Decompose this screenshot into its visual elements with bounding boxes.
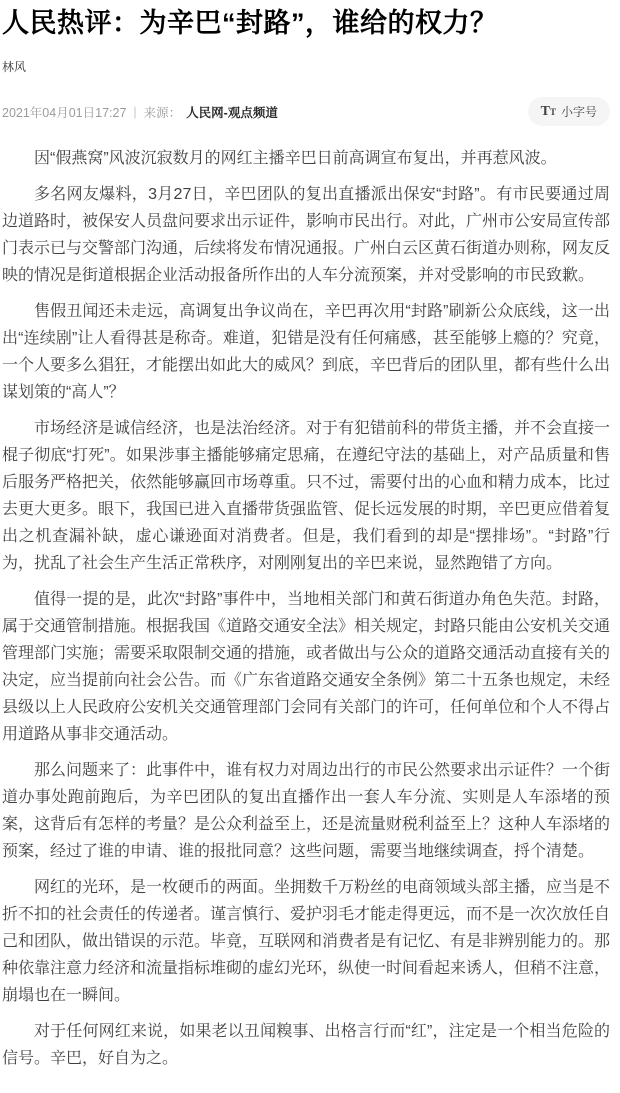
- font-size-icon: T T: [540, 103, 556, 119]
- meta-separator: |: [133, 104, 137, 119]
- source-link[interactable]: 人民网-观点频道: [186, 105, 278, 120]
- paragraph-6: 那么问题来了：此事件中，谁有权力对周边出行的市民公然要求出示证件？一个街道办事处跑前跑后，为辛巴团队的复出直播作出一套人车分流、实则是人车添堵的预案，这背后有怎样的考量？是公众利益至上，还是流量财税利益至上？这种人车添堵的预案，经过了谁的申请、谁的报批同意？这些问题，需要当地继续调查，捋个清楚。: [2, 762, 611, 861]
- paragraph-8: 对于任何网红来说，如果老以丑闻糗事、出格言行而“红”，注定是一个相当危险的信号。辛巴，好自为之。: [2, 1023, 610, 1068]
- paragraph-3: 售假丑闻还未走远，高调复出争议尚在，辛巴再次用“封路”刷新公众底线，这一出出“连续剧”让人看得甚是称奇。难道，犯错是没有任何痛感，甚至能够上瘾的？究竟，一个人要多么猖狂，才能摆出如此大的威风？到底，辛巴背后的团队里，都有些什么出谋划策的“高人”？: [2, 303, 611, 402]
- paragraph-5: 值得一提的是，此次“封路”事件中，当地相关部门和黄石街道办角色失范。封路，属于交通管制措施。根据我国《道路交通安全法》相关规定，封路只能由公安机关交通管理部门实施；需要采取限制交通的措施，或者做出与公众的道路交通活动直接有关的决定，应当提前向社会公告。而《广东省道路交通安全条例》第二十五条也规定，未经县级以上人民政府公安机关交通管理部门会同有关部门的许可，任何单位和个人不得占用道路从事非交通活动。: [2, 591, 611, 744]
- source-label: 来源：: [143, 105, 182, 120]
- font-size-label: 小字号: [560, 105, 597, 120]
- author-name: 林风: [2, 60, 27, 75]
- paragraph-1: 因“假燕窝”风波沉寂数月的网红主播辛巴日前高调宣布复出，并再惹风波。: [34, 150, 557, 168]
- paragraph-4: 市场经济是诚信经济，也是法治经济。对于有犯错前科的带货主播，并不会直接一棍子彻底“打死”。如果涉事主播能够痛定思痛，在遵纪守法的基础上，对产品质量和售后服务严格把关，依然能够赢回市场尊重。只不过，需要付出的心血和精力成本，比过去更大更多。眼下，我国已进入直播带货强监管、促长远发展的时期，辛巴更应借着复出之机查漏补缺，虚心谦逊面对消费者。但是，我们看到的却是“摆排场”。“封路”行为，扰乱了社会生产生活正常秩序，对刚刚复出的辛巴来说，显然跑错了方向。: [2, 420, 611, 573]
- paragraph-7: 网红的光环，是一枚硬币的两面。坐拥数千万粉丝的电商领域头部主播，应当是不折不扣的社会责任的传递者。谨言慎行、爱护羽毛才能走得更远，而不是一次次放任自己和团队，做出错误的示范。毕竟，互联网和消费者是有记忆、有是非辨别能力的。那种依靠注意力经济和流量指标堆砌的虚幻光环，纵使一时间看起来诱人，但稍不注意，崩塌也在一瞬间。: [2, 879, 611, 1005]
- meta-row: [2, 97, 610, 126]
- publish-datetime: 2021年04月01日17:27: [2, 105, 127, 120]
- font-size-button[interactable]: [528, 97, 610, 126]
- page-title: 人民热评：为辛巴“封路”，谁给的权力？: [2, 8, 498, 38]
- paragraph-2: 多名网友爆料，3月27日，辛巴团队的复出直播派出保安“封路”。有市民要通过周边道路时，被保安人员盘问要求出示证件，影响市民出行。对此，广州市公安局宣传部门表示已与交警部门沟通，后续将发布情况通报。广州白云区黄石街道办则称，网友反映的情况是街道根据企业活动报备所作出的人车分流预案，并对受影响的市民致歉。: [2, 186, 611, 285]
- publish-meta: [2, 103, 278, 121]
- article-body: [2, 145, 610, 1072]
